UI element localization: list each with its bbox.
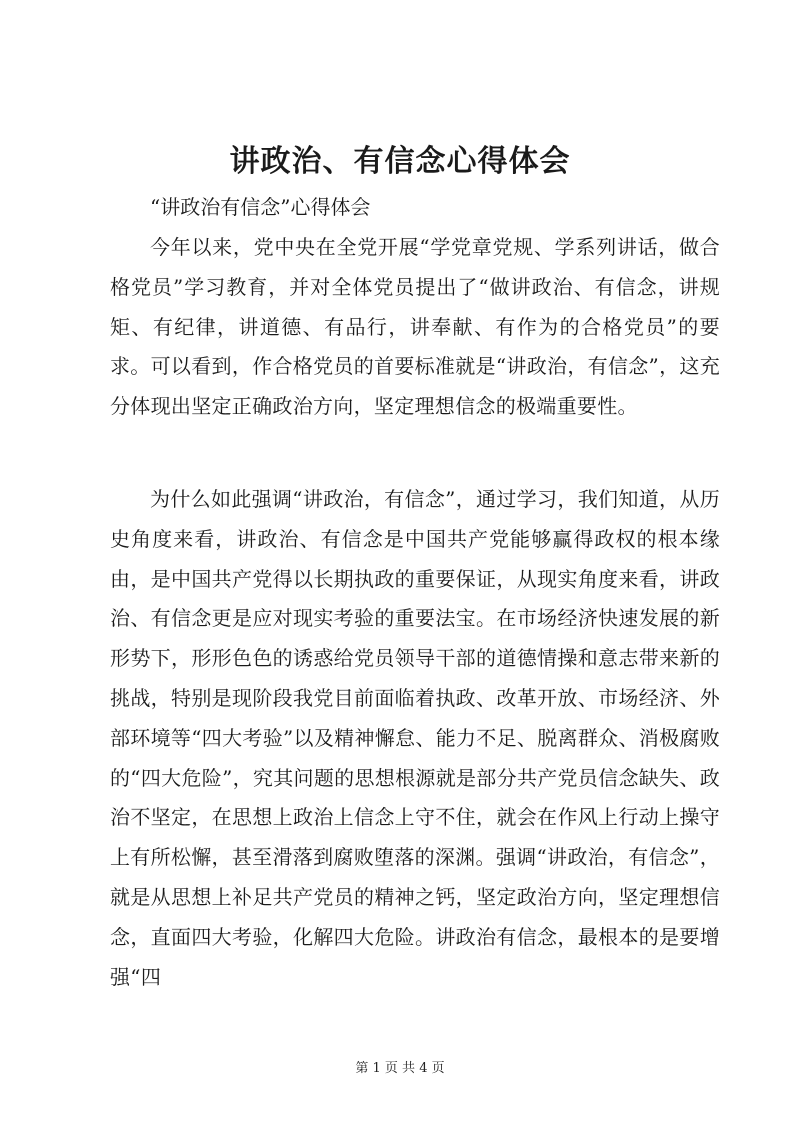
document-subtitle: “讲政治有信念”心得体会	[150, 195, 371, 219]
page-footer: 第 1 页 共 4 页	[355, 1061, 445, 1076]
document-title: 讲政治、有信念心得体会	[229, 144, 571, 179]
body-paragraph-1: 今年以来，党中央在全党开展“学党章党规、学系列讲话，做合格党员”学习教育，并对全体党员提出了“做讲政治、有信念，讲规矩、有纪律，讲道德、有品行，讲奉献、有作为的合格党员”的要求。可以看到，作合格党员的首要标准就是“讲政治，有信念”，这充分体现出坚定正确政治方向，坚定理想信念的极端重要性。	[110, 235, 720, 419]
body-paragraph-2: 为什么如此强调“讲政治，有信念”，通过学习，我们知道，从历史角度来看，讲政治、有信念是中国共产党能够赢得政权的根本缘由，是中国共产党得以长期执政的重要保证，从现实角度来看，讲政治、有信念更是应对现实考验的重要法宝。在市场经济快速发展的新形势下，形形色色的诱惑给党员领导干部的道德情操和意志带来新的挑战，特别是现阶段我党目前面临着执政、改革开放、市场经济、外部环境等“四大考验”以及精神懈怠、能力不足、脱离群众、消极腐败的“四大危险”，究其问题的思想根源就是部分共产党员信念缺失、政治不坚定，在思想上政治上信念上守不住，就会在作风上行动上操守上有所松懈，甚至滑落到腐败堕落的深渊。强调“讲政治，有信念”，就是从思想上补足共产党员的精神之钙，坚定政治方向，坚定理想信念，直面四大考验，化解四大危险。讲政治有信念，最根本的是要增强“四	[110, 487, 720, 989]
